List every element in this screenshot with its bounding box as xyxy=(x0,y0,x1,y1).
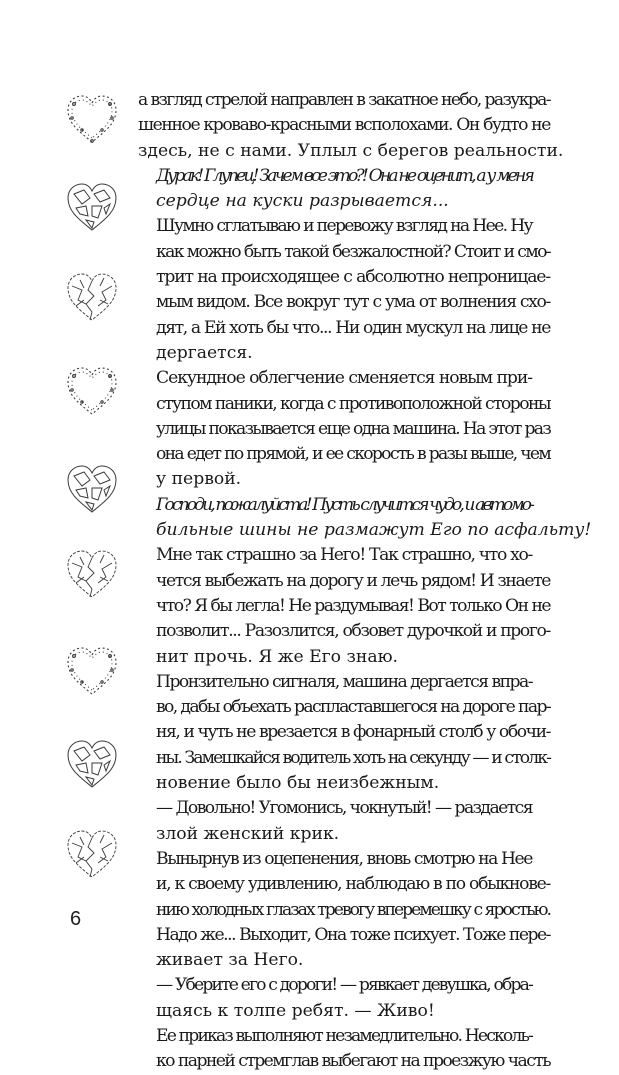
mosaic-heart-icon xyxy=(62,180,122,236)
paragraph xyxy=(138,796,550,847)
paragraph xyxy=(138,1024,550,1075)
text-line: Ее приказ выполняют незамедлительно. Несколь- xyxy=(156,1025,532,1046)
text-line: Мне так страшно за Него! Так страшно, что хо- xyxy=(156,545,532,566)
text-line: новение было бы неизбежным. xyxy=(156,773,440,794)
inner-monologue-paragraph xyxy=(138,493,592,544)
text-line: Секундное облегчение сменяется новым при- xyxy=(156,368,532,389)
paragraph xyxy=(138,670,550,796)
text-line: ко парней стремглав выбегают на проезжую часть xyxy=(156,1051,550,1072)
wreath-heart-icon xyxy=(62,364,122,420)
paragraph xyxy=(138,973,550,1024)
text-line: щаясь к толпе ребят. — Живо! xyxy=(156,1000,435,1021)
text-line: как можно быть такой безжалостной? Стоит и смо- xyxy=(156,241,550,262)
text-line: Пронзительно сигналя, машина дергается впра- xyxy=(156,671,532,692)
cracked-heart-icon xyxy=(62,547,122,603)
text-line: нит прочь. Я же Его знаю. xyxy=(156,646,398,667)
text-line: ны. Замешкайся водитель хоть на секунду — и столк- xyxy=(156,747,550,768)
paragraph xyxy=(138,214,550,366)
paragraph xyxy=(138,543,550,669)
text-line: Вынырнув из оцепенения, вновь смотрю на Нее xyxy=(156,848,532,869)
text-line: трит на происходящее с абсолютно непроницае- xyxy=(156,267,550,288)
mosaic-heart-icon xyxy=(62,462,122,518)
paragraph xyxy=(138,847,550,973)
paragraph xyxy=(138,366,550,492)
text-line: живает за Него. xyxy=(156,950,304,971)
text-line: Надо же... Выходит, Она тоже психует. Тоже пере- xyxy=(156,924,550,945)
paragraph xyxy=(138,88,564,164)
text-line: ступом паники, когда с противоположной стороны xyxy=(156,393,550,414)
text-line: сердце на куски разрывается... xyxy=(156,191,449,212)
text-line: — Уберите его с дороги! — рявкает девушка, обра- xyxy=(156,975,532,996)
text-line: у первой. xyxy=(156,469,242,490)
page-number: 6 xyxy=(70,908,82,930)
text-line: что? Я бы легла! Не раздумывая! Вот только Он не xyxy=(156,595,550,616)
text-line: во, дабы объехать распластавшегося на дороге пар- xyxy=(156,697,550,718)
text-line: мым видом. Все вокруг тут с ума от волнения схо- xyxy=(156,292,550,313)
text-line: улицы показывается еще одна машина. На этот раз xyxy=(156,418,550,439)
text-line: дят, а Ей хоть бы что... Ни один мускул на лице не xyxy=(156,317,550,338)
text-line: — Довольно! Угомонись, чокнутый! — раздается xyxy=(156,798,532,819)
text-line: дергается. xyxy=(156,342,253,363)
text-line: шенное кроваво-красными всполохами. Он будто не xyxy=(138,115,550,136)
cracked-heart-icon xyxy=(62,827,122,883)
text-line: Шумно сглатываю и перевожу взгляд на Нее. Ну xyxy=(156,216,532,237)
text-line: нию холодных глазах тревогу вперемешку с яростью. xyxy=(156,899,550,920)
inner-monologue-paragraph xyxy=(138,164,550,215)
text-line: здесь, не с нами. Уплыл с берегов реальности. xyxy=(138,140,564,161)
text-line: бильные шины не размажут Его по асфальту! xyxy=(156,520,592,541)
text-line: ня, и чуть не врезается в фонарный столб у обочи- xyxy=(156,722,550,743)
body-text xyxy=(138,88,592,1075)
text-line: позволит... Разозлится, обзовет дурочкой и прого- xyxy=(156,621,550,642)
text-line: а взгляд стрелой направлен в закатное небо, разукра- xyxy=(138,90,550,110)
margin-decoration xyxy=(62,92,126,882)
mosaic-heart-icon xyxy=(62,737,122,793)
text-line: Господи, пожалуйста! Пусть случится чудо, и автомо- xyxy=(156,494,532,515)
text-line: она едет по прямой, и ее скорость в разы выше, чем xyxy=(156,444,550,465)
cracked-heart-icon xyxy=(62,270,122,326)
wreath-heart-icon xyxy=(62,92,122,148)
text-line: чется выбежать на дорогу и лечь рядом! И знаете xyxy=(156,570,550,591)
text-line: и, к своему удивлению, наблюдаю в по обыкнове- xyxy=(156,874,550,895)
text-line: злой женский крик. xyxy=(156,823,340,844)
text-line: Дурак! Глупец! Зачем все это?! Она не оценит, а у меня xyxy=(156,165,532,186)
wreath-heart-icon xyxy=(62,644,122,700)
